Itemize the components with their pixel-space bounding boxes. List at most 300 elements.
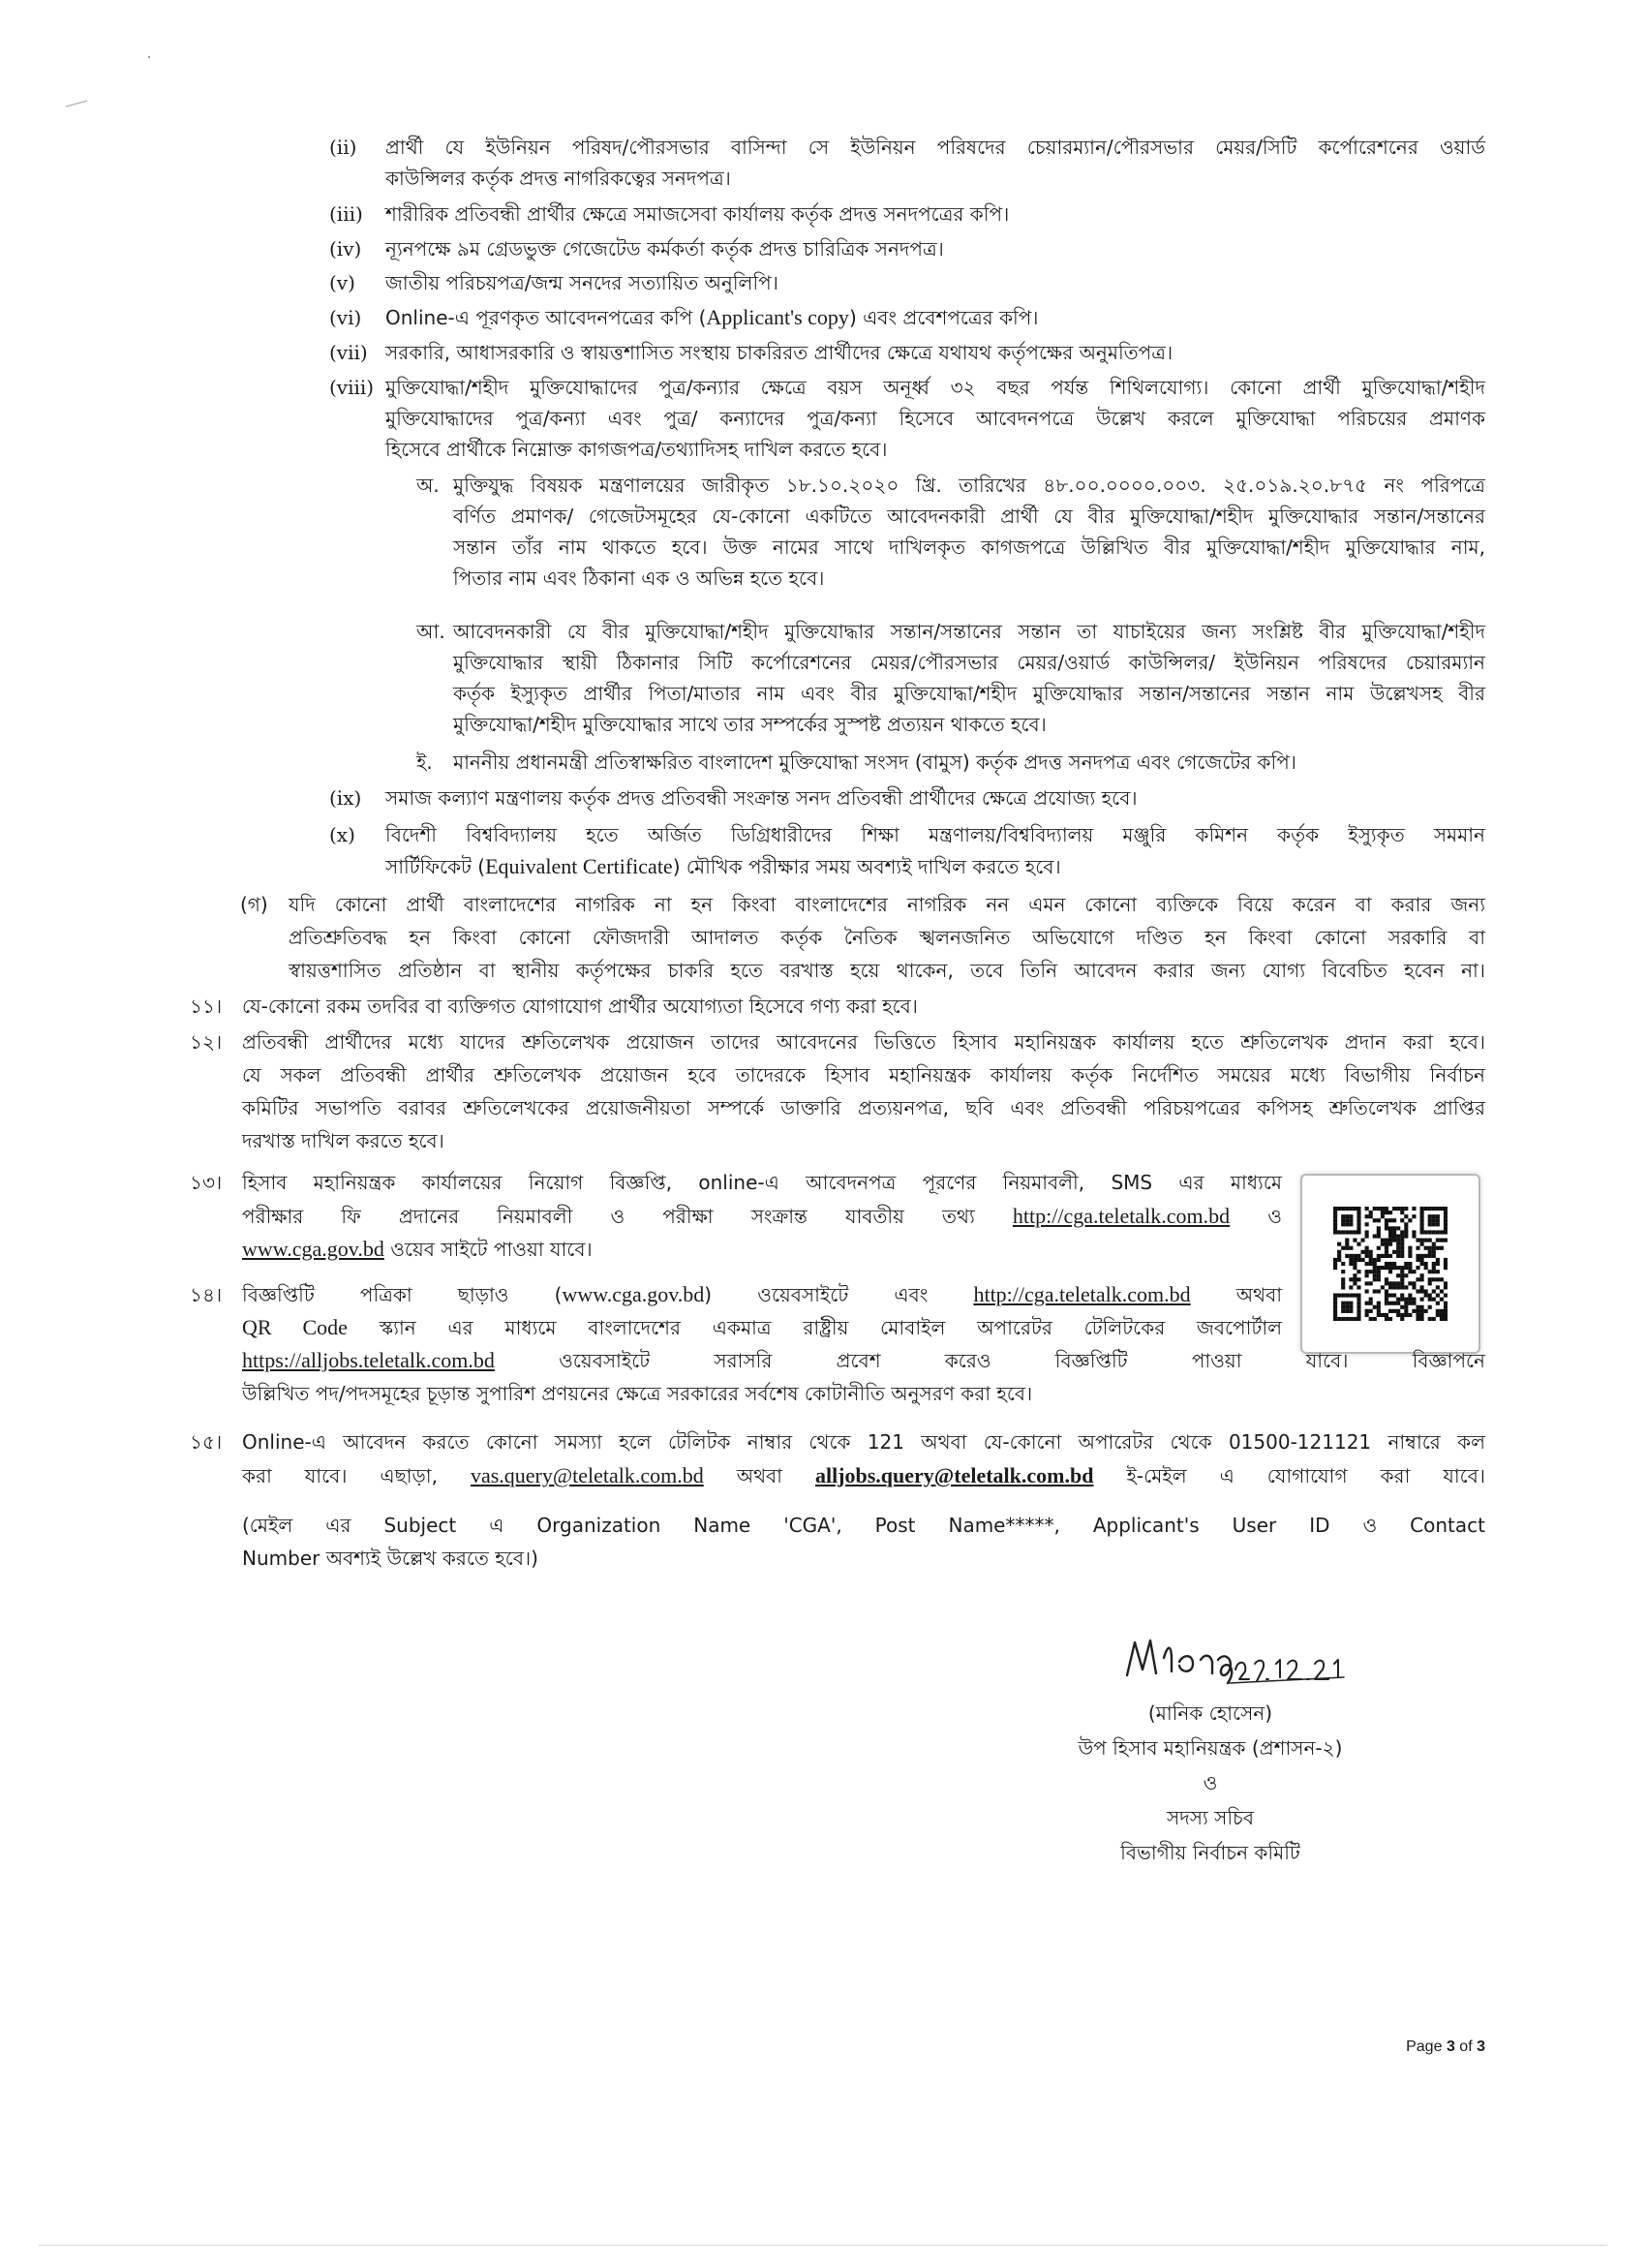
- qr-module: [1377, 1246, 1381, 1250]
- para-text: প্রতিবন্ধী প্রার্থীদের মধ্যে যাদের শ্রুতিলেখক প্রয়োজন তাদের আবেদনের ভিত্তিতে হিসাব মহানিয়ন্ত্রক কার্যালয় হতে শ্রুতিলেখক প্রদান করা হবে।: [242, 1030, 1485, 1054]
- qr-module: [1388, 1242, 1392, 1246]
- signatory-designation: উপ হিসাব মহানিয়ন্ত্রক (প্রশাসন-২): [1078, 1736, 1343, 1760]
- item-text: প্রতিশ্রুতিবদ্ধ হন কিংবা কোনো ফৌজদারী আদালত কর্তৃক নৈতিক স্খলনজনিত অভিযোগে দণ্ডিত হন কিংবা কোনো সরকারি বা: [289, 926, 1485, 949]
- qr-module: [1345, 1294, 1349, 1298]
- qr-module: [1388, 1285, 1392, 1289]
- qr-module: [1341, 1230, 1345, 1234]
- qr-module: [1388, 1254, 1392, 1258]
- para-text-part: বিজ্ঞপ্তিটি পত্রিকা ছাড়াও (: [242, 1283, 563, 1306]
- qr-module: [1365, 1262, 1369, 1266]
- qr-module: [1345, 1302, 1349, 1305]
- qr-module: [1392, 1226, 1396, 1230]
- qr-module: [1385, 1242, 1388, 1246]
- qr-module: [1353, 1207, 1356, 1211]
- qr-module: [1341, 1317, 1345, 1321]
- qr-module: [1404, 1262, 1408, 1266]
- qr-module: [1356, 1222, 1360, 1226]
- qr-module: [1341, 1262, 1345, 1266]
- qr-module: [1444, 1207, 1448, 1211]
- qr-module: [1356, 1211, 1360, 1214]
- qr-module: [1369, 1302, 1373, 1305]
- qr-module: [1444, 1281, 1448, 1285]
- qr-module: [1432, 1246, 1436, 1250]
- qr-module: [1436, 1218, 1440, 1222]
- qr-module: [1420, 1277, 1424, 1281]
- cga-website-link[interactable]: www.cga.gov.bd: [242, 1237, 384, 1261]
- qr-module: [1356, 1313, 1360, 1317]
- qr-module: [1404, 1309, 1408, 1313]
- qr-module: [1444, 1226, 1448, 1230]
- qr-module: [1404, 1226, 1408, 1230]
- qr-module: [1349, 1302, 1353, 1305]
- qr-module: [1356, 1298, 1360, 1302]
- qr-module: [1341, 1246, 1345, 1250]
- qr-module: [1373, 1289, 1377, 1293]
- qr-module: [1420, 1305, 1424, 1309]
- qr-module: [1373, 1266, 1377, 1270]
- qr-module: [1404, 1266, 1408, 1270]
- qr-module: [1400, 1294, 1404, 1298]
- item-text-part: ) এবং প্রবেশপত্রের কপি।: [848, 306, 1039, 329]
- item-label: (vi): [329, 306, 362, 329]
- qr-module: [1396, 1239, 1400, 1242]
- qr-module: [1388, 1309, 1392, 1313]
- subitem-text: মুক্তিযোদ্ধার স্থায়ী ঠিকানার সিটি কর্পোরেশনের মেয়র/পৌরসভার মেয়র/ওয়ার্ড কাউন্সিলর/ ইউনিয়ন পরিষদের চেয়ারম্যান: [453, 651, 1485, 674]
- qr-module: [1349, 1317, 1353, 1321]
- qr-module: [1440, 1298, 1444, 1302]
- qr-module: [1377, 1305, 1381, 1309]
- qr-module: [1373, 1218, 1377, 1222]
- qr-module: [1416, 1258, 1419, 1262]
- qr-module: [1428, 1270, 1432, 1273]
- qr-module: [1432, 1262, 1436, 1266]
- qr-module: [1356, 1214, 1360, 1218]
- qr-module: [1388, 1281, 1392, 1285]
- qr-module: [1388, 1234, 1392, 1238]
- para-text: উল্লিখিত পদ/পদসমূহের চূড়ান্ত সুপারিশ প্রণয়নের ক্ষেত্রে সরকারের সর্বশেষ কোটানীতি অনুসরণ করা হবে।: [242, 1382, 1033, 1405]
- qr-module: [1349, 1230, 1353, 1234]
- qr-module: [1408, 1313, 1412, 1317]
- qr-module: [1420, 1285, 1424, 1289]
- qr-module: [1412, 1281, 1416, 1285]
- qr-module: [1365, 1289, 1369, 1293]
- qr-module: [1420, 1309, 1424, 1313]
- subitem-label: ই.: [416, 751, 433, 774]
- qr-module: [1432, 1266, 1436, 1270]
- qr-module: [1396, 1302, 1400, 1305]
- qr-module: [1436, 1214, 1440, 1218]
- para-label: ১৩।: [190, 1171, 223, 1194]
- qr-module: [1373, 1262, 1377, 1266]
- para-text: দরখাস্ত দাখিল করতে হবে।: [242, 1129, 444, 1152]
- qr-module: [1333, 1313, 1337, 1317]
- para-text-part: ও: [1267, 1205, 1282, 1228]
- qr-module: [1440, 1230, 1444, 1234]
- item-text: সরকারি, আধাসরকারি ও স্বায়ত্তশাসিত সংস্থায় চাকরিরত প্রার্থীদের ক্ষেত্রে যথাযথ কর্তৃপক্ষের অনুমতিপত্র।: [385, 341, 1174, 364]
- qr-module: [1420, 1226, 1424, 1230]
- qr-module: [1365, 1234, 1369, 1238]
- qr-module: [1444, 1211, 1448, 1214]
- qr-module: [1388, 1266, 1392, 1270]
- qr-module: [1408, 1270, 1412, 1273]
- qr-module: [1444, 1302, 1448, 1305]
- para-label: ১৫।: [190, 1430, 223, 1454]
- qr-module: [1404, 1273, 1408, 1277]
- qr-module: [1420, 1273, 1424, 1277]
- qr-module: [1333, 1258, 1337, 1262]
- qr-module: [1428, 1281, 1432, 1285]
- qr-module: [1408, 1262, 1412, 1266]
- qr-module: [1420, 1262, 1424, 1266]
- qr-module: [1424, 1294, 1428, 1298]
- qr-module: [1404, 1234, 1408, 1238]
- para-text: [242, 1237, 1282, 1262]
- qr-module: [1345, 1239, 1349, 1242]
- qr-module: [1349, 1305, 1353, 1309]
- qr-module: [1432, 1207, 1436, 1211]
- qr-module: [1440, 1313, 1444, 1317]
- qr-module: [1345, 1305, 1349, 1309]
- qr-module: [1424, 1230, 1428, 1234]
- qr-module: [1436, 1294, 1440, 1298]
- qr-module: [1345, 1230, 1349, 1234]
- para-text: [242, 1463, 1485, 1488]
- qr-module: [1392, 1309, 1396, 1313]
- alljobs-query-email-link[interactable]: alljobs.query@teletalk.com.bd: [814, 1463, 1094, 1487]
- qr-module: [1345, 1222, 1349, 1226]
- qr-module: [1356, 1285, 1360, 1289]
- qr-module: [1353, 1262, 1356, 1266]
- qr-module: [1404, 1285, 1408, 1289]
- item-label: (ii): [329, 136, 357, 159]
- qr-module: [1381, 1313, 1385, 1317]
- qr-module: [1428, 1246, 1432, 1250]
- qr-module: [1420, 1289, 1424, 1293]
- qr-module: [1356, 1258, 1360, 1262]
- qr-module: [1349, 1246, 1353, 1250]
- signatory-role: সদস্য সচিব: [1167, 1806, 1254, 1829]
- qr-module: [1392, 1285, 1396, 1289]
- qr-module: [1349, 1214, 1353, 1218]
- qr-module: [1392, 1266, 1396, 1270]
- qr-module: [1373, 1273, 1377, 1277]
- qr-module: [1424, 1289, 1428, 1293]
- qr-module: [1420, 1298, 1424, 1302]
- qr-module: [1412, 1214, 1416, 1218]
- para-text-part: করা যাবে। এছাড়া,: [242, 1464, 438, 1487]
- qr-module: [1440, 1309, 1444, 1313]
- qr-module: [1377, 1218, 1381, 1222]
- qr-module: [1385, 1298, 1388, 1302]
- qr-module: [1353, 1239, 1356, 1242]
- qr-module: [1400, 1277, 1404, 1281]
- qr-module: [1385, 1254, 1388, 1258]
- page-number: [1336, 2038, 1485, 2057]
- page-number-current: 3: [1446, 2038, 1455, 2055]
- qr-module: [1428, 1250, 1432, 1254]
- qr-module: [1400, 1230, 1404, 1234]
- qr-module: [1365, 1254, 1369, 1258]
- qr-module: [1345, 1214, 1349, 1218]
- qr-module: [1333, 1302, 1337, 1305]
- qr-module: [1444, 1294, 1448, 1298]
- qr-module: [1436, 1277, 1440, 1281]
- item-text: জাতীয় পরিচয়পত্র/জন্ম সনদের সত্যায়িত অনুলিপি।: [385, 271, 778, 294]
- item-text: মুক্তিযোদ্ধা/শহীদ মুক্তিযোদ্ধাদের পুত্র/কন্যার ক্ষেত্রে বয়স অনূর্ধ্ব ৩২ বছর পর্যন্ত শিথিলযোগ্য। কোনো প্রার্থী মুক্তিযোদ্ধা/শহীদ: [385, 376, 1485, 399]
- qr-module: [1444, 1262, 1448, 1266]
- qr-module: [1353, 1317, 1356, 1321]
- handwritten-signature: [1121, 1631, 1402, 1689]
- qr-module: [1337, 1254, 1341, 1258]
- qr-module: [1428, 1218, 1432, 1222]
- subitem-text: পিতার নাম এবং ঠিকানা এক ও অভিন্ন হতে হবে।: [453, 567, 825, 590]
- qr-module: [1345, 1207, 1349, 1211]
- qr-module: [1369, 1214, 1373, 1218]
- qr-module: [1385, 1239, 1388, 1242]
- item-text: শারীরিক প্রতিবন্ধী প্রার্থীর ক্ষেত্রে সমাজসেবা কার্যালয় কর্তৃক প্রদত্ত সনদপত্রের কপি।: [385, 202, 1010, 226]
- item-text: বিদেশী বিশ্ববিদ্যালয় হতে অর্জিত ডিগ্রিধারীদের শিক্ষা মন্ত্রণালয়/বিশ্ববিদ্যালয় মঞ্জুরি কমিশন কর্তৃক ইস্যুকৃত সমমান: [385, 823, 1485, 846]
- qr-module: [1356, 1294, 1360, 1298]
- qr-module: [1369, 1250, 1373, 1254]
- qr-module: [1369, 1258, 1373, 1262]
- para-label: ১২।: [190, 1030, 223, 1054]
- qr-module: [1396, 1254, 1400, 1258]
- qr-module: [1392, 1230, 1396, 1234]
- item-label: (viii): [329, 376, 375, 399]
- qr-module: [1349, 1309, 1353, 1313]
- qr-module: [1416, 1254, 1419, 1258]
- qr-module: [1373, 1305, 1377, 1309]
- qr-module: [1440, 1317, 1444, 1321]
- qr-module: [1373, 1258, 1377, 1262]
- para-text-part: অথবা: [736, 1464, 782, 1487]
- qr-module: [1385, 1281, 1388, 1285]
- para-text: [242, 1204, 1282, 1229]
- qr-module: [1404, 1230, 1408, 1234]
- qr-module: [1412, 1298, 1416, 1302]
- qr-module: [1432, 1222, 1436, 1226]
- qr-module: [1381, 1285, 1385, 1289]
- vas-query-email-link[interactable]: vas.query@teletalk.com.bd: [470, 1463, 704, 1487]
- qr-module: [1416, 1305, 1419, 1309]
- qr-module: [1396, 1309, 1400, 1313]
- cga-teletalk-link[interactable]: http://cga.teletalk.com.bd: [973, 1282, 1191, 1306]
- qr-module: [1377, 1234, 1381, 1238]
- qr-module: [1377, 1273, 1381, 1277]
- subitem-label: আ.: [416, 620, 445, 643]
- qr-module: [1345, 1218, 1349, 1222]
- qr-module: [1436, 1258, 1440, 1262]
- para-text: যে-কোনো রকম তদবির বা ব্যক্তিগত যোগাযোগ প্রার্থীর অযোগ্যতা হিসেবে গণ্য করা হবে।: [242, 995, 918, 1018]
- qr-module: [1337, 1230, 1341, 1234]
- qr-module: [1369, 1281, 1373, 1285]
- qr-module: [1333, 1230, 1337, 1234]
- qr-module: [1345, 1254, 1349, 1258]
- qr-module: [1333, 1218, 1337, 1222]
- qr-module: [1365, 1222, 1369, 1226]
- qr-module: [1400, 1239, 1404, 1242]
- qr-module: [1428, 1294, 1432, 1298]
- qr-module: [1349, 1254, 1353, 1258]
- qr-module: [1416, 1317, 1419, 1321]
- subitem-text: মুক্তিযোদ্ধা/শহীদ মুক্তিযোদ্ধার সাথে তার সম্পর্কের সুস্পষ্ট প্রত্যয়ন থাকতে হবে।: [453, 713, 1047, 736]
- qr-module: [1444, 1313, 1448, 1317]
- qr-module: [1444, 1230, 1448, 1234]
- qr-module: [1404, 1313, 1408, 1317]
- qr-module: [1356, 1207, 1360, 1211]
- qr-module: [1373, 1234, 1377, 1238]
- qr-module: [1400, 1305, 1404, 1309]
- qr-module: [1408, 1246, 1412, 1250]
- qr-module: [1396, 1246, 1400, 1250]
- qr-module: [1353, 1254, 1356, 1258]
- qr-module: [1412, 1309, 1416, 1313]
- qr-module: [1400, 1317, 1404, 1321]
- subitem-text: সন্তান তাঁর নাম থাকতে হবে। উক্ত নামের সাথে দাখিলকৃত কাগজপত্রে উল্লিখিত বীর মুক্তিযোদ্ধা/শহীদ মুক্তিযোদ্ধার নাম,: [453, 536, 1485, 559]
- qr-module: [1432, 1270, 1436, 1273]
- qr-module: [1396, 1250, 1400, 1254]
- qr-module: [1349, 1258, 1353, 1262]
- qr-module: [1369, 1262, 1373, 1266]
- qr-module: [1356, 1317, 1360, 1321]
- cga-teletalk-link[interactable]: http://cga.teletalk.com.bd: [1012, 1204, 1231, 1228]
- qr-module: [1404, 1222, 1408, 1226]
- subitem-label: অ.: [416, 474, 440, 497]
- qr-module: [1365, 1313, 1369, 1317]
- qr-module: [1408, 1254, 1412, 1258]
- item-text: হিসেবে প্রার্থীকে নিম্নোক্ত কাগজপত্র/তথ্যাদিসহ দাখিল করতে হবে।: [385, 438, 888, 461]
- qr-module: [1385, 1207, 1388, 1211]
- qr-module: [1396, 1298, 1400, 1302]
- qr-module: [1377, 1254, 1381, 1258]
- qr-module: [1365, 1214, 1369, 1218]
- alljobs-portal-link[interactable]: https://alljobs.teletalk.com.bd: [242, 1348, 495, 1372]
- qr-module: [1420, 1242, 1424, 1246]
- item-text: [385, 854, 1485, 879]
- qr-module: [1400, 1207, 1404, 1211]
- qr-module: [1412, 1302, 1416, 1305]
- qr-module: [1400, 1234, 1404, 1238]
- qr-module: [1333, 1309, 1337, 1313]
- item-text: প্রার্থী যে ইউনিয়ন পরিষদ/পৌরসভার বাসিন্দা সে ইউনিয়ন পরিষদের চেয়ারম্যান/পৌরসভার মেয়র/সিটি কর্পোরেশনের ওয়ার্ড: [385, 136, 1485, 159]
- qr-module: [1444, 1218, 1448, 1222]
- bottom-edge-line: [39, 2245, 1607, 2246]
- qr-module: [1400, 1254, 1404, 1258]
- qr-module: [1400, 1250, 1404, 1254]
- qr-module: [1412, 1285, 1416, 1289]
- qr-module: [1385, 1289, 1388, 1293]
- qr-module: [1337, 1317, 1341, 1321]
- item-text: স্বায়ত্তশাসিত প্রতিষ্ঠান বা স্থানীয় কর্তৃপক্ষের চাকরি হতে বরখাস্ত হয়ে থাকেন, তবে তিনি আবেদন করার জন্য যোগ্য বিবেচিত হবেন না।: [289, 959, 1485, 982]
- qr-module: [1333, 1317, 1337, 1321]
- qr-module: [1428, 1305, 1432, 1309]
- qr-module: [1337, 1242, 1341, 1246]
- qr-module: [1416, 1246, 1419, 1250]
- qr-module: [1392, 1302, 1396, 1305]
- qr-module: [1440, 1246, 1444, 1250]
- qr-module: [1345, 1242, 1349, 1246]
- item-text: মুক্তিযোদ্ধাদের পুত্র/কন্যা এবং পুত্র/ কন্যাদের পুত্র/কন্যা হিসেবে আবেদনপত্রে উল্লেখ করলে মুক্তিযোদ্ধা পরিচয়ের প্রমাণক: [385, 407, 1485, 430]
- qr-module: [1400, 1281, 1404, 1285]
- qr-module: [1333, 1266, 1337, 1270]
- item-text: [385, 305, 1485, 330]
- qr-module: [1388, 1302, 1392, 1305]
- qr-module: [1341, 1277, 1345, 1281]
- qr-module: [1356, 1242, 1360, 1246]
- qr-module: [1400, 1270, 1404, 1273]
- signatory-conjunction: ও: [1203, 1771, 1218, 1794]
- qr-module: [1373, 1317, 1377, 1321]
- qr-module: [1392, 1218, 1396, 1222]
- qr-module: [1381, 1239, 1385, 1242]
- qr-module: [1396, 1226, 1400, 1230]
- item-label: (iv): [329, 237, 362, 261]
- qr-module: [1356, 1218, 1360, 1222]
- qr-module: [1341, 1218, 1345, 1222]
- qr-module: [1428, 1214, 1432, 1218]
- qr-module: [1385, 1317, 1388, 1321]
- para-label: ১৪।: [190, 1283, 223, 1306]
- qr-module: [1377, 1302, 1381, 1305]
- qr-module: [1369, 1298, 1373, 1302]
- qr-module: [1388, 1230, 1392, 1234]
- item-text: সমাজ কল্যাণ মন্ত্রণালয় কর্তৃক প্রদত্ত প্রতিবন্ধী সংক্রান্ত সনদ প্রতিবন্ধী প্রার্থীদের ক্ষেত্রে প্রযোজ্য হবে।: [385, 786, 1138, 810]
- qr-module: [1420, 1214, 1424, 1218]
- qr-module: [1440, 1277, 1444, 1281]
- qr-module: [1408, 1298, 1412, 1302]
- qr-module: [1333, 1207, 1337, 1211]
- qr-module: [1428, 1277, 1432, 1281]
- item-label: (v): [329, 271, 355, 294]
- qr-module: [1381, 1207, 1385, 1211]
- qr-module: [1420, 1211, 1424, 1214]
- qr-module: [1408, 1218, 1412, 1222]
- qr-module: [1360, 1250, 1364, 1254]
- qr-module: [1428, 1222, 1432, 1226]
- qr-module: [1333, 1211, 1337, 1214]
- qr-module: [1436, 1262, 1440, 1266]
- item-text-latin: Applicant's copy: [706, 305, 849, 329]
- qr-module: [1333, 1214, 1337, 1218]
- qr-module: [1349, 1285, 1353, 1289]
- qr-module: [1404, 1214, 1408, 1218]
- qr-module: [1440, 1207, 1444, 1211]
- qr-module: [1356, 1305, 1360, 1309]
- qr-module: [1365, 1270, 1369, 1273]
- qr-module: [1341, 1207, 1345, 1211]
- qr-module: [1444, 1309, 1448, 1313]
- qr-module: [1416, 1313, 1419, 1317]
- qr-module: [1420, 1222, 1424, 1226]
- qr-module: [1444, 1239, 1448, 1242]
- qr-module: [1416, 1289, 1419, 1293]
- qr-module: [1444, 1258, 1448, 1262]
- qr-module: [1400, 1285, 1404, 1289]
- qr-module: [1436, 1270, 1440, 1273]
- qr-module: [1420, 1239, 1424, 1242]
- para-text: [242, 1315, 1282, 1340]
- qr-module: [1388, 1262, 1392, 1266]
- qr-module: [1365, 1309, 1369, 1313]
- qr-module: [1377, 1277, 1381, 1281]
- qr-module: [1360, 1258, 1364, 1262]
- page-number-total: 3: [1477, 2038, 1485, 2055]
- qr-module: [1337, 1207, 1341, 1211]
- qr-module: [1416, 1277, 1419, 1281]
- item-text-part: Online-এ পূরণকৃত আবেদনপত্রের কপি (: [385, 306, 707, 329]
- qr-module: [1440, 1289, 1444, 1293]
- qr-module: [1353, 1294, 1356, 1298]
